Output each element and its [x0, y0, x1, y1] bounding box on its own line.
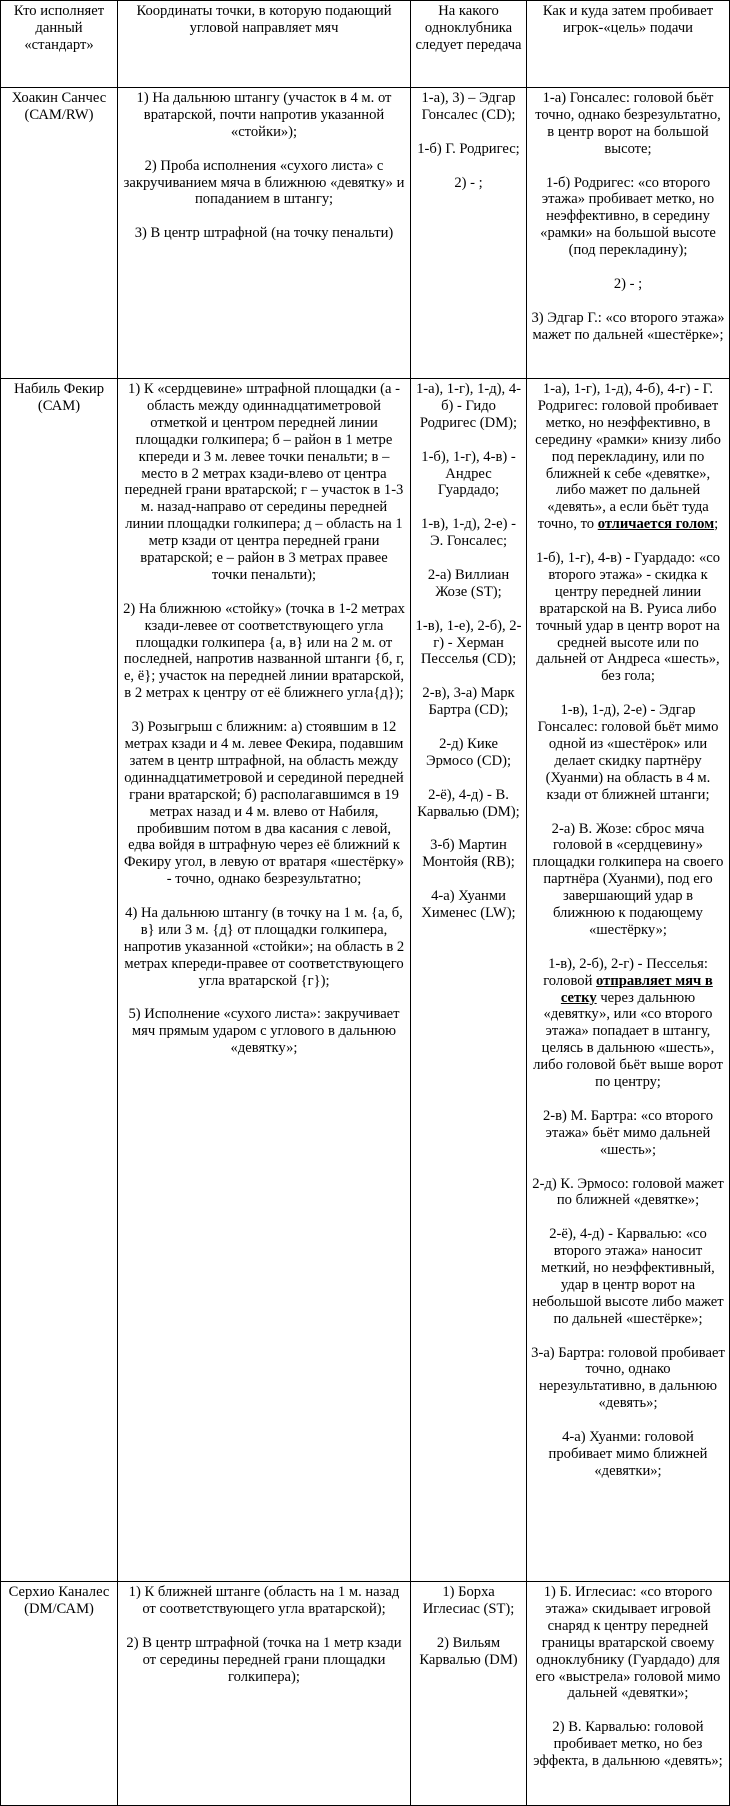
- outcomes-cell: [527, 88, 730, 379]
- teammate: 2-в), 3-а) Марк Бартра (CD);: [422, 685, 515, 719]
- executor-name: Набиль Фекир (САМ): [13, 381, 105, 414]
- target-point: 3) Розыгрыш с ближним: а) стоявшим в 12 метрах кзади и 4 м. левее Фекира, подавшим затем в центр штрафной, на область между одиннадцатиметровой и серединой передней грани вратарской; б) располагавшимся в 19 метрах назад и 4 м. влево от Набиля, пробившим потом в два касания с левой, едва войдя в штрафную через её ближний к Фекиру угол, в левую от вратаря «шестёрку» - точно, однако безрезультатно;: [123, 719, 405, 888]
- teammate: 2) - ;: [454, 174, 483, 191]
- outcome: 1-в), 1-д), 2-е) - Эдгар Гонсалес: головой бьёт мимо одной из «шестёрок» или делает скидку партнёру (Хуанми) на область в 4 м. кзади от ближней штанги;: [537, 702, 719, 803]
- teammate: 2) Вильям Карвалью (DM): [419, 1634, 518, 1668]
- outcome: 1-б) Родригес: «со второго этажа» пробивает метко, но неэффективно, в середину «рамки» на большой высоте (под перекладину);: [540, 174, 716, 259]
- target-point: 2) На ближнюю «стойку» (точка в 1-2 метрах кзади-левее от соответствующего угла площадки голкипера {а, в} или на 2 м. от последней, напротив названной штанги {б, г, е, ё}; участок на передней линии вратарской, в 2 метрах к центру от её ближнего угла{д});: [123, 600, 405, 702]
- outcome: 4-а) Хуанми: головой пробивает мимо ближней «девятки»;: [548, 1429, 708, 1479]
- outcome: 2-д) К. Эрмосо: головой мажет по ближней «девятке»;: [532, 1175, 724, 1209]
- executor-cell: [1, 379, 118, 1582]
- goal-highlight: отправляет мяч в сетку: [560, 972, 713, 1006]
- outcomes-cell: [527, 379, 730, 1582]
- outcome-text: ;: [714, 516, 719, 533]
- target-point: 4) На дальнюю штангу (в точку на 1 м. {а, б, в} или 3 м. {д} от площадки голкипера, напротив указанной «стойки»; на область в 2 метрах кпереди-правее от соответствующего угла вратарской {г});: [123, 905, 405, 989]
- target-point: 2) Проба исполнения «сухого листа» с закручиванием мяча в ближнюю «девятку» и попаданием в штангу;: [123, 157, 405, 208]
- teammate: 3-б) Мартин Монтойя (RB);: [422, 837, 515, 871]
- teammate: 1-а), 1-г), 1-д), 4-б) - Гидо Родригес (DM);: [416, 381, 521, 431]
- outcomes-cell: [527, 1582, 730, 1806]
- target-point: 1) К ближней штанге (область на 1 м. назад от соответствующего угла вратарской);: [128, 1584, 400, 1617]
- header-row: [1, 1, 730, 88]
- table-row: [1, 88, 730, 379]
- target-point: 3) В центр штрафной (на точку пенальти): [134, 225, 394, 242]
- executor-name: Хоакин Санчес (САМ/RW): [11, 90, 107, 123]
- teammate: 1-в), 1-д), 2-е) - Э. Гонсалес;: [421, 516, 516, 550]
- teammate: 2-а) Виллиан Жозе (ST);: [427, 566, 510, 600]
- executor-name: Серхио Каналес (DM/САМ): [8, 1584, 110, 1617]
- outcome: 2-в) М. Бартра: «со второго этажа» бьёт мимо дальней «шесть»;: [542, 1107, 714, 1158]
- header-target-point: Координаты точки, в которую подающий угловой направляет мяч: [118, 1, 411, 88]
- executor-cell: [1, 88, 118, 379]
- outcome-text: 1-в), 2-б), 2-г) - Песселья: головой: [543, 955, 708, 989]
- outcome-text: 1-а), 1-г), 1-д), 4-б), 4-г) - Г. Родригес: головой пробивает метко, но неэффективно, в середину «рамки» книзу либо под перекладину, или по ближней к себе «девятке», либо мажет по дальней «девять», а если бьёт туда точно, то: [535, 381, 721, 533]
- header-executor: Кто исполняет данный «стандарт»: [1, 1, 118, 88]
- target-point: 5) Исполнение «сухого листа»: закручивает мяч прямым ударом с углового в дальнюю «девятку»;: [128, 1006, 400, 1057]
- target-points-cell: [118, 88, 411, 379]
- target-points-cell: [118, 1582, 411, 1806]
- table-row: [1, 1582, 730, 1806]
- teammates-cell: [411, 1582, 527, 1806]
- table-row: [1, 379, 730, 1582]
- teammate: 4-а) Хуанми Хименес (LW);: [421, 888, 516, 921]
- target-point: 2) В центр штрафной (точка на 1 метр кзади от середины передней грани площадки голкипера);: [126, 1634, 402, 1685]
- teammate: 1-б) Г. Родригес;: [417, 140, 520, 157]
- executor-cell: [1, 1582, 118, 1806]
- teammate: 2-ё), 4-д) - В. Карвалью (DM);: [417, 786, 520, 820]
- header-outcome: Как и куда затем пробивает игрок-«цель» подачи: [527, 1, 730, 88]
- target-point: 1) На дальнюю штангу (участок в 4 м. от вратарской, почти напротив указанной «стойки»);: [136, 90, 392, 140]
- target-points-cell: [118, 379, 411, 1582]
- teammates-cell: [411, 88, 527, 379]
- teammate: 2-д) Кике Эрмосо (CD);: [425, 735, 512, 769]
- outcome: 2) - ;: [613, 275, 643, 292]
- teammate: 1-а), 3) – Эдгар Гонсалес (CD);: [421, 90, 516, 123]
- outcome-text: через дальнюю «девятку», или «со второго этажа» попадает в штангу, целясь в дальнюю «шесть», либо головой бьёт выше ворот по центру;: [533, 989, 723, 1091]
- outcome: 1-б), 1-г), 4-в) - Гуардадо: «со второго этажа» - скидка к центру передней линии вратарской на В. Руиса либо точный удар в центр ворот на средней высоте или по дальней от Андреса «шесть», без гола;: [535, 550, 721, 685]
- outcome: 2) В. Карвалью: головой пробивает метко, но без эффекта, в дальнюю «девять»;: [533, 1719, 723, 1770]
- outcome: 2-ё), 4-д) - Карвалью: «со второго этажа» наносит меткий, но неэффективный, удар в центр ворот на небольшой высоте либо мажет по дальней «шестёрке»;: [532, 1226, 724, 1327]
- header-teammate: На какого одноклубника следует передача: [411, 1, 527, 88]
- teammate: 1-б), 1-г), 4-в) - Андрес Гуардадо;: [421, 448, 516, 499]
- goal-highlight: отличается голом: [597, 516, 715, 533]
- teammates-cell: [411, 379, 527, 1582]
- outcome: [531, 956, 725, 1091]
- outcome: 1-а) Гонсалес: головой бьёт точно, однако безрезультатно, в центр ворот на большой высоте;: [535, 90, 721, 157]
- outcome: 3) Эдгар Г.: «со второго этажа» мажет по дальней «шестёрке»;: [531, 309, 725, 343]
- teammate: 1-в), 1-е), 2-б), 2-г) - Херман Песселья (CD);: [415, 617, 522, 668]
- teammate: 1) Борха Иглесиас (ST);: [422, 1584, 515, 1617]
- target-point: 1) К «сердцевине» штрафной площадки (а - область между одиннадцатиметровой отметкой и центром передней линии площадки голкипера; б – район в 1 метре кпереди и 3 м. левее точки пенальти; в – место в 2 метрах кзади-влево от центра передней грани вратарской; г – участок в 1-3 м. назад-направо от середины передней линии площадки голкипера; д – область на 1 метр кзади от центра передней грани вратарской; е – район в 3 метрах правее точки пенальти);: [124, 381, 404, 583]
- outcome: 3-а) Бартра: головой пробивает точно, однако нерезультативно, в дальнюю «девять»;: [531, 1344, 725, 1412]
- outcome: 2-а) В. Жозе: сброс мяча головой в «сердцевину» площадки голкипера на своего партнёра (Хуанми), под его завершающий удар в ближнюю к подающему «шестёрку»;: [532, 820, 724, 938]
- outcome: [531, 381, 725, 533]
- outcome: 1) Б. Иглесиас: «со второго этажа» скидывает игровой снаряд к центру передней границы вратарской своему одноклубнику (Гуардадо) для его «выстрела» головой мимо дальней «девятки»;: [535, 1584, 721, 1702]
